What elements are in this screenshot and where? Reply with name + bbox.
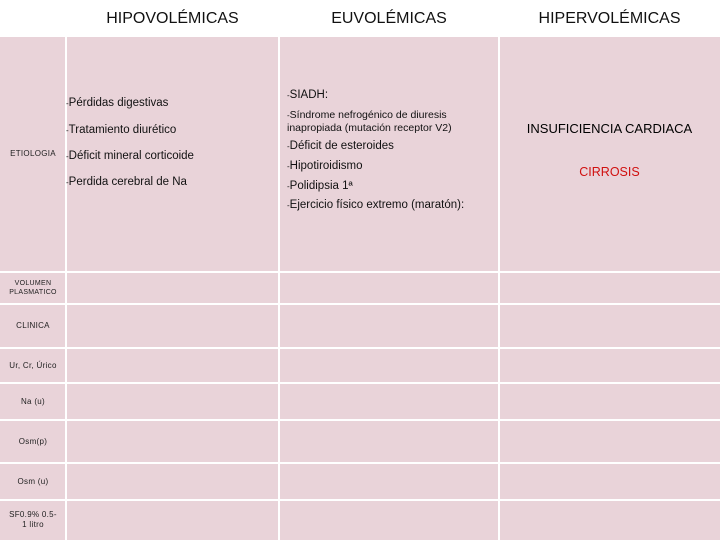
list-item: -Tratamiento diurético xyxy=(66,124,177,136)
header-hipovolemicas: HIPOVOLÉMICAS xyxy=(106,9,239,27)
row-divider xyxy=(0,419,720,421)
row-divider xyxy=(0,382,720,384)
header-hipervolemicas: HIPERVOLÉMICAS xyxy=(538,9,681,27)
row-divider xyxy=(0,462,720,464)
row-divider xyxy=(0,347,720,349)
list-item: -Hipotiroidismo xyxy=(287,160,363,172)
list-item: -Perdida cerebral de Na xyxy=(66,176,187,188)
list-item: -Ejercicio físico extremo (maratón): xyxy=(287,199,465,211)
row-label-volumen-plasmatico: VOLUMEN PLASMATICO xyxy=(9,280,57,296)
row-divider xyxy=(0,499,720,501)
list-item: -Déficit de esteroides xyxy=(287,140,394,152)
table-header xyxy=(0,0,720,37)
row-label-sf: SF0.9% 0.5-1 litro xyxy=(9,510,57,529)
list-item: -SIADH: xyxy=(287,89,329,101)
row-divider xyxy=(0,271,720,273)
row-label-osm-u: Osm (u) xyxy=(17,476,49,486)
row-label-na-u: Na (u) xyxy=(20,396,46,406)
list-item-cirrosis: CIRROSIS xyxy=(579,165,640,179)
row-label-etiologia: ETIOLOGIA xyxy=(10,149,56,158)
column-divider xyxy=(278,37,280,540)
row-label-ur-cr-urico: Ur, Cr, Úrico xyxy=(9,360,57,370)
row-label-clinica: CLINICA xyxy=(16,321,50,330)
row-divider xyxy=(0,303,720,305)
list-item: -Pérdidas digestivas xyxy=(66,97,169,109)
row-label-osm-p: Osm(p) xyxy=(18,437,48,446)
list-item: -Polidipsia 1ª xyxy=(287,180,353,192)
list-item: -Déficit mineral corticoide xyxy=(66,150,194,162)
list-item-insuficiencia-cardiaca: INSUFICIENCIA CARDIACA xyxy=(526,121,693,136)
column-divider xyxy=(498,37,500,540)
list-item: -Síndrome nefrogénico de diuresis inapropiada (mutación receptor V2) xyxy=(287,109,452,134)
header-euvolemicas: EUVOLÉMICAS xyxy=(331,9,447,27)
